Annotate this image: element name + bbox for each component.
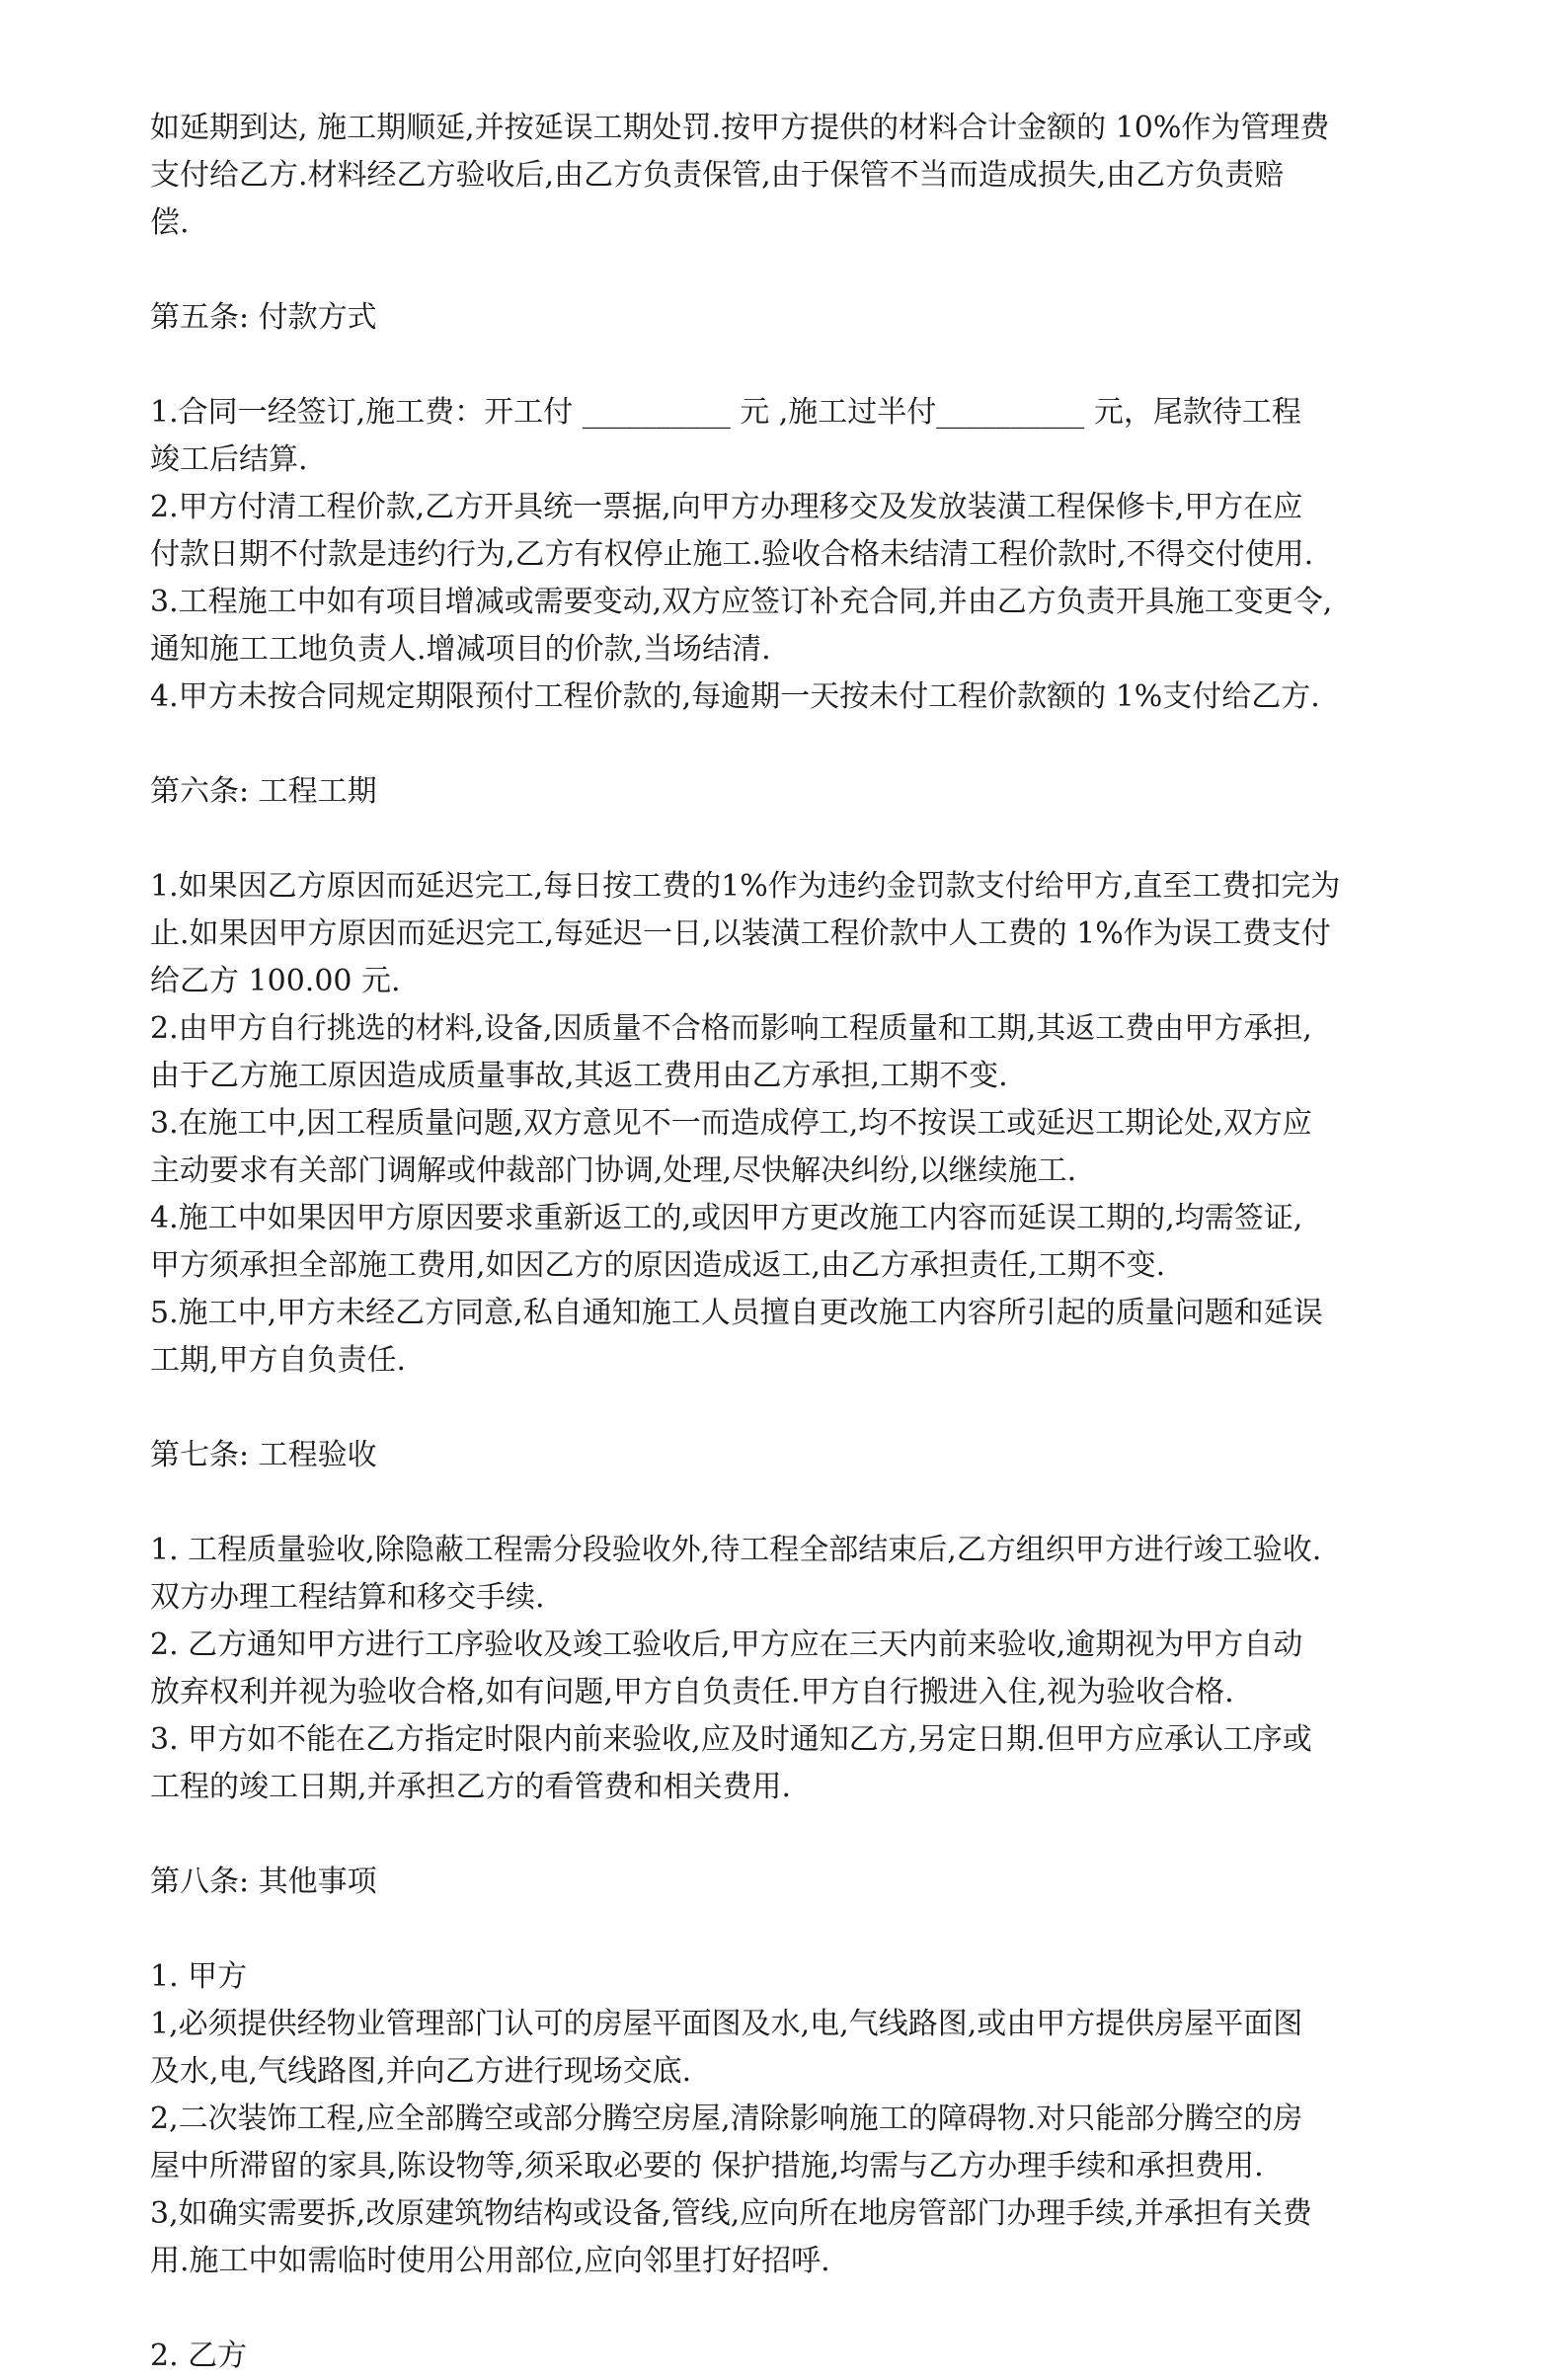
text-line: 屋中所滞留的家具,陈设物等,须采取必要的 保护措施,均需与乙方办理手续和承担费用.: [150, 2149, 1264, 2183]
text-line: 1. 工程质量验收,除隐蔽工程需分段验收外,待工程全部结束后,乙方组织甲方进行竣工验收.: [150, 1533, 1322, 1567]
text-line: 2.甲方付清工程价款,乙方开具统一票据,向甲方办理移交及发放装潢工程保修卡,甲方在应: [150, 490, 1303, 524]
text-line: 由于乙方施工原因造成质量事故,其返工费用由乙方承担,工期不变.: [150, 1059, 1008, 1093]
text-line: 工程的竣工日期,并承担乙方的看管费和相关费用.: [150, 1770, 792, 1804]
text-line: 2.由甲方自行挑选的材料,设备,因质量不合格而影响工程质量和工期,其返工费由甲方承担,: [150, 1011, 1312, 1046]
article-7-body: [150, 1527, 1424, 1811]
text-line: 工期,甲方自负责任.: [150, 1343, 407, 1378]
article-6-title: 第六条: 工程工期: [150, 774, 377, 809]
text-line: 4.甲方未按合同规定期限预付工程价款的,每逾期一天按未付工程价款额的 1%支付给乙方.: [150, 679, 1320, 714]
text-line: 3.在施工中,因工程质量问题,双方意见不一而造成停工,均不按误工或延迟工期论处,双方应: [150, 1106, 1312, 1141]
text-line: 双方办理工程结算和移交手续.: [150, 1580, 545, 1615]
text-line: 1.如果因乙方原因而延迟完工,每日按工费的1%作为违约金罚款支付给甲方,直至工费扣完为: [150, 869, 1341, 904]
text-line: 1. 甲方: [150, 1959, 248, 1994]
text-line: 放弃权利并视为验收合格,如有问题,甲方自负责任.甲方自行搬进入住,视为验收合格.: [150, 1675, 1234, 1709]
article-8-title: 第八条: 其他事项: [150, 1864, 377, 1899]
text-line: 3,如确实需要拆,改原建筑物结构或设备,管线,应向所在地房管部门办理手续,并承担有关费: [150, 2196, 1312, 2231]
text-line: 3.工程施工中如有项目增减或需要变动,双方应签订补充合同,并由乙方负责开具施工变更令,: [150, 585, 1333, 619]
text-line: 用.施工中如需临时使用公用部位,应向邻里打好招呼.: [150, 2244, 830, 2278]
text-line: 止.如果因甲方原因而延迟完工,每延迟一日,以装潢工程价款中人工费的 1%作为误工费支付: [150, 916, 1331, 951]
article-7-title: 第七条: 工程验收: [150, 1438, 377, 1472]
article-8-body: [150, 1953, 1424, 2285]
text-line: 3. 甲方如不能在乙方指定时限内前来验收,应及时通知乙方,另定日期.但甲方应承认工序或: [150, 1722, 1312, 1757]
text-line: 4.施工中如果因甲方原因要求重新返工的,或因甲方更改施工内容而延误工期的,均需签证,: [150, 1201, 1303, 1235]
article-6-body: [150, 863, 1424, 1385]
article-5-title: 第五条: 付款方式: [150, 300, 377, 335]
text-line: 给乙方 100.00 元.: [150, 964, 401, 998]
text-line: 2. 乙方通知甲方进行工序验收及竣工验收后,甲方应在三天内前来验收,逾期视为甲方自动: [150, 1627, 1303, 1662]
text-line: 付款日期不付款是违约行为,乙方有权停止施工.验收合格未结清工程价款时,不得交付使用.: [150, 537, 1314, 572]
text-line: 如延期到达, 施工期顺延,并按延误工期处罚.按甲方提供的材料合计金额的 10%作为管理费: [150, 111, 1330, 145]
intro-paragraph: [150, 105, 1424, 247]
text-line: 及水,电,气线路图,并向乙方进行现场交底.: [150, 2054, 692, 2089]
text-line: 2,二次装饰工程,应全部腾空或部分腾空房屋,清除影响施工的障碍物.对只能部分腾空的房: [150, 2102, 1303, 2136]
text-line: 通知施工工地负责人.增减项目的价款,当场结清.: [150, 632, 771, 667]
text-line: 主动要求有关部门调解或仲裁部门协调,处理,尽快解决纠纷,以继续施工.: [150, 1153, 1077, 1188]
article-8-party-b-title: 2. 乙方: [150, 2339, 248, 2373]
text-line: 支付给乙方.材料经乙方验收后,由乙方负责保管,由于保管不当而造成损失,由乙方负责赔: [150, 158, 1285, 193]
text-line: 甲方须承担全部施工费用,如因乙方的原因造成返工,由乙方承担责任,工期不变.: [150, 1248, 1166, 1283]
text-line: 竣工后结算.: [150, 442, 308, 477]
article-5-body: [150, 389, 1424, 721]
text-line: 1.合同一经签订,施工费：开工付 __________ 元 ,施工过半付__________ 元，尾款待工程: [150, 395, 1301, 430]
text-line: 偿.: [150, 205, 190, 240]
text-line: 1,必须提供经物业管理部门认可的房屋平面图及水,电,气线路图,或由甲方提供房屋平面图: [150, 2007, 1303, 2041]
text-line: 5.施工中,甲方未经乙方同意,私自通知施工人员擅自更改施工内容所引起的质量问题和延误: [150, 1296, 1323, 1330]
document-page: [150, 105, 1424, 2380]
